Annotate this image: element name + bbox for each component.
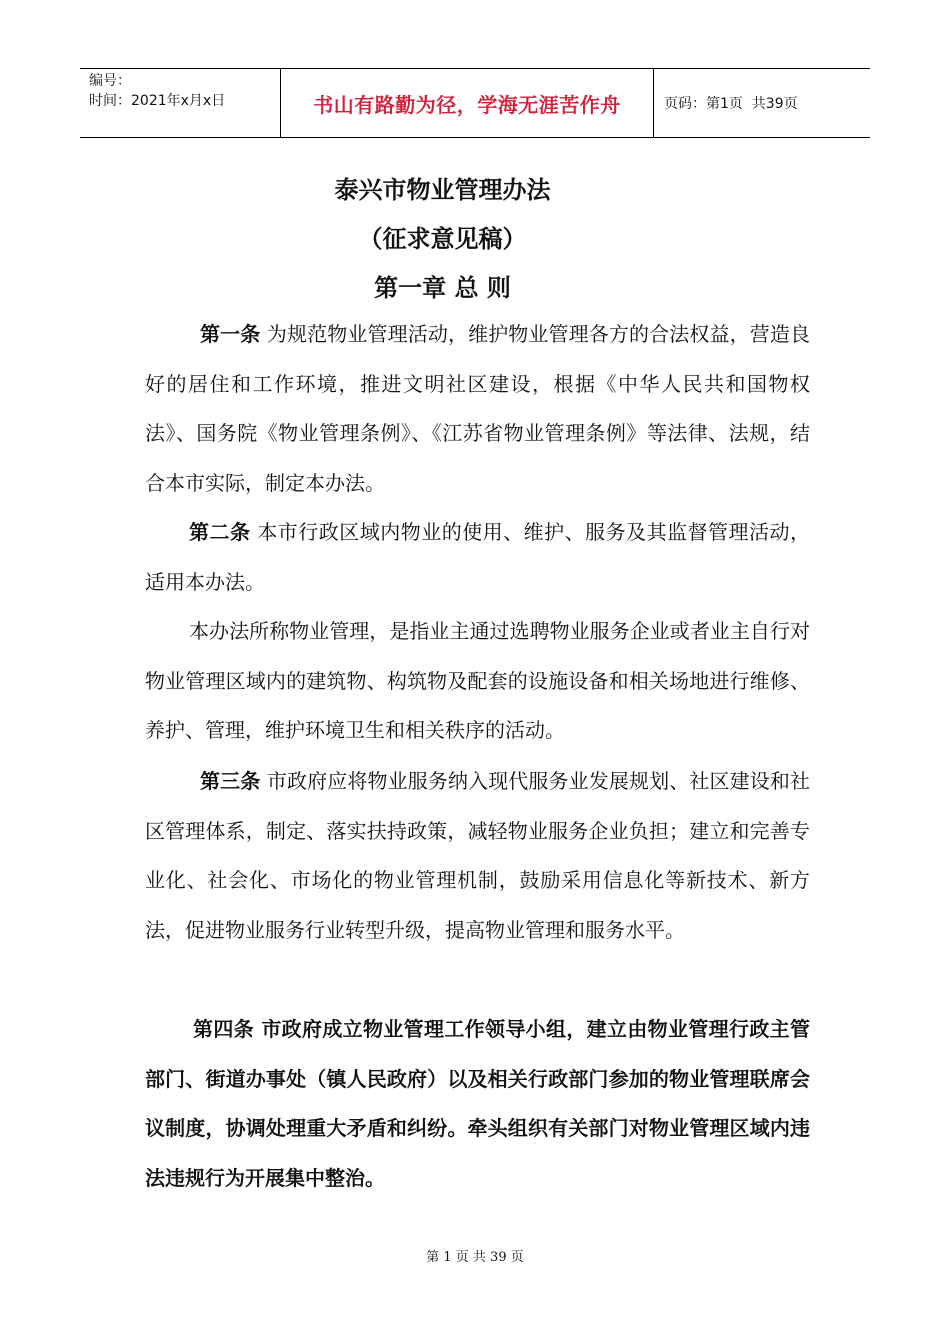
motto-text: 书山有路勤为径，学海无涯苦作舟 <box>313 92 621 117</box>
chapter-heading: 第一章 总 则 <box>374 273 511 302</box>
article-label: 第一条 <box>200 322 261 346</box>
article-text: 本市行政区域内物业的使用、维护、服务及其监督管理活动，适用本办法。 <box>145 520 811 594</box>
article-1 <box>145 310 810 508</box>
article-label: 第四条 <box>193 1017 255 1041</box>
document-subtitle: （征求意见稿） <box>358 224 527 253</box>
page-header <box>80 68 870 138</box>
article-label: 第三条 <box>200 769 261 793</box>
document-title: 泰兴市物业管理办法 <box>334 175 551 204</box>
article-2 <box>145 508 810 607</box>
page-info: 页码：第1页 共39页 <box>664 96 798 112</box>
article-text: 市政府应将物业服务纳入现代服务业发展规划、社区建设和社区管理体系，制定、落实扶持政策，减轻物业服务企业负担；建立和完善专业化、社会化、市场化的物业管理机制，鼓励采用信息化等新技术、新方法，促进物业服务行业转型升级，提高物业管理和服务水平。 <box>145 769 811 942</box>
article-2-paragraph-2 <box>145 607 810 756</box>
article-text: 为规范物业管理活动，维护物业管理各方的合法权益，营造良好的居住和工作环境，推进文明社区建设，根据《中华人民共和国物权法》、国务院《物业管理条例》、《江苏省物业管理条例》等法律、法规，结合本市实际，制定本办法。 <box>145 322 811 495</box>
header-motto-cell <box>281 69 654 137</box>
footer-page-number: 第 1 页 共 39 页 <box>426 1250 524 1265</box>
header-page-cell <box>654 69 870 137</box>
number-label: 编号： <box>89 73 131 89</box>
page-footer <box>0 1246 950 1265</box>
time-label: 时间：2021年x月x日 <box>89 93 226 109</box>
article-3 <box>145 757 810 955</box>
article-label: 第二条 <box>189 520 251 544</box>
article-text: 市政府成立物业管理工作领导小组，建立由物业管理行政主管部门、街道办事处（镇人民政府）以及相关行政部门参加的物业管理联席会议制度，协调处理重大矛盾和纠纷。牵头组织有关部门对物业管理区域内违法违规行为开展集中整治。 <box>145 1017 811 1190</box>
article-4 <box>145 1005 810 1203</box>
paragraph-text: 本办法所称物业管理，是指业主通过选聘物业服务企业或者业主自行对物业管理区域内的建筑物、构筑物及配套的设施设备和相关场地进行维修、养护、管理，维护环境卫生和相关秩序的活动。 <box>145 619 810 742</box>
header-meta-cell <box>80 69 281 137</box>
